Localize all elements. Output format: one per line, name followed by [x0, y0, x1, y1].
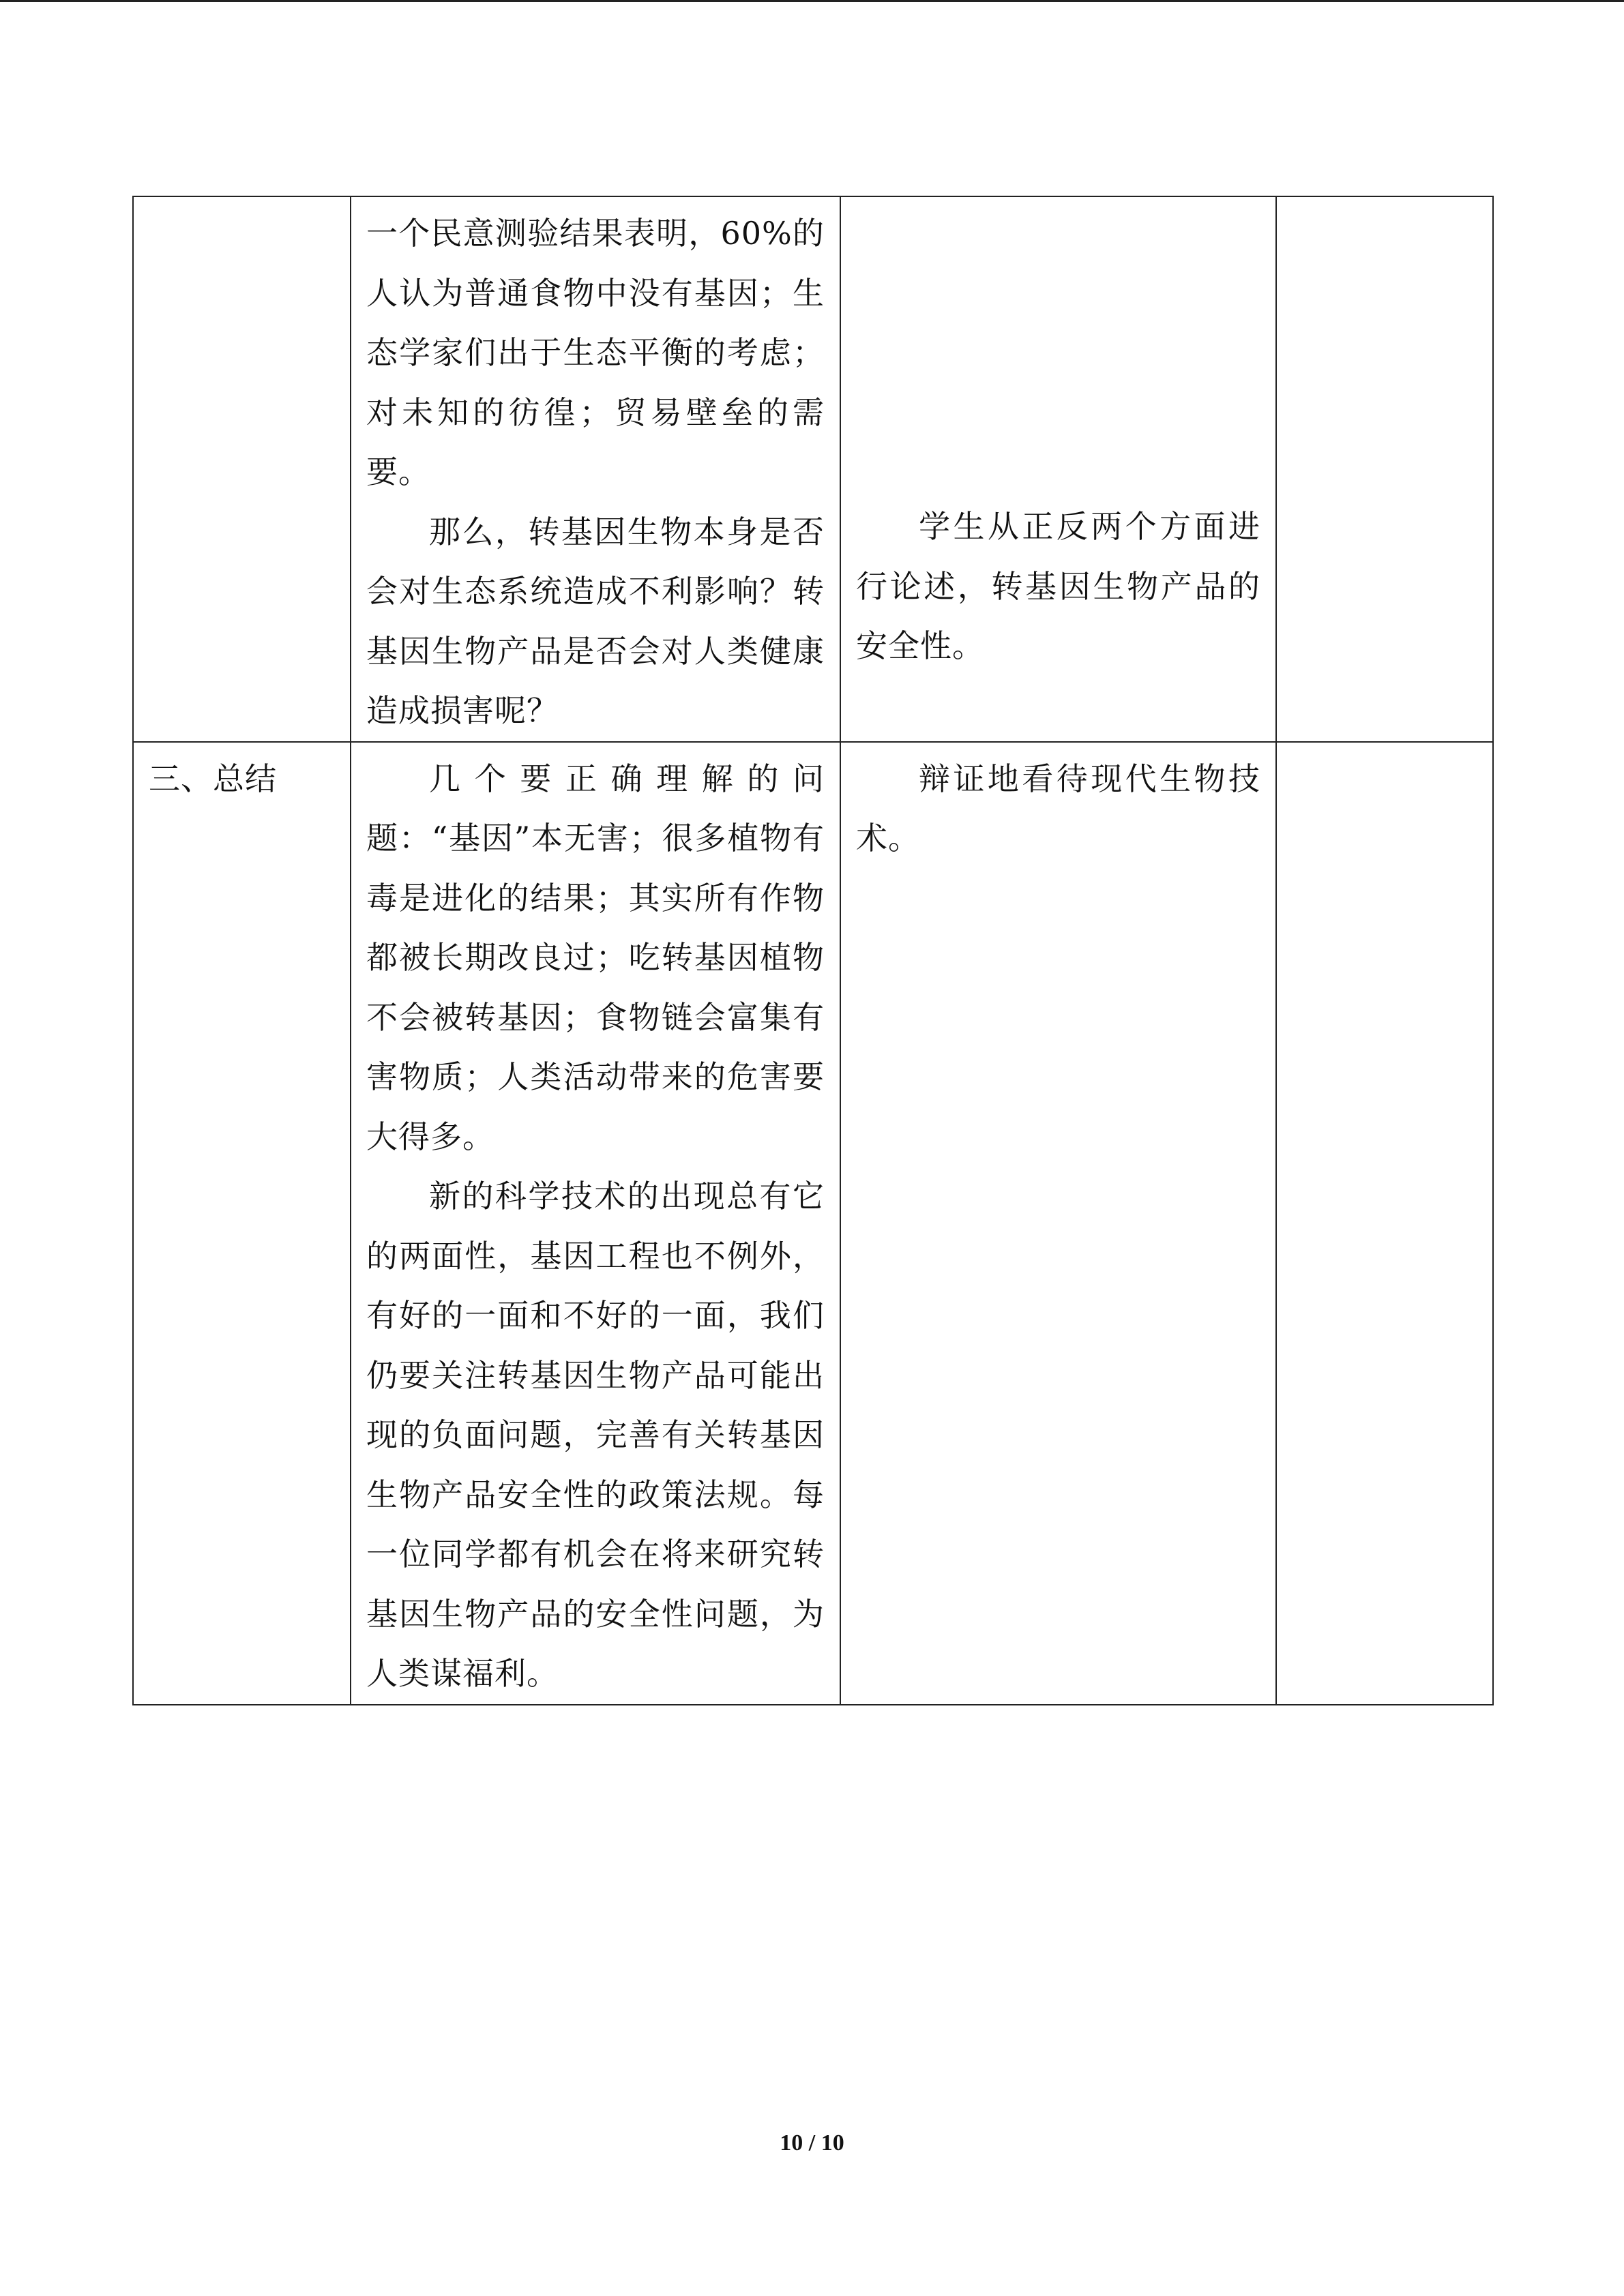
note-cell [1276, 196, 1493, 742]
note-cell [1276, 742, 1493, 1705]
teacher-paragraph: 一个民意测验结果表明，60%的人认为普通食物中没有基因；生态学家们出于生态平衡的考虑；对未知的彷徨；贸易壁垒的需要。 [366, 215, 825, 490]
teacher-paragraph: 新的科学技术的出现总有它的两面性，基因工程也不例外，有好的一面和不好的一面，我们仍要关注转基因生物产品可能出现的负面问题，完善有关转基因生物产品安全性的政策法规。每一位同学都有机会在将来研究转基因生物产品的安全性问题，为人类谋福利。 [366, 1178, 825, 1692]
teacher-activity-cell [351, 742, 840, 1705]
teacher-paragraph: 那么，转基因生物本身是否会对生态系统造成不利影响？转基因生物产品是否会对人类健康造成损害呢？ [366, 513, 825, 729]
table-row [133, 196, 1493, 742]
teacher-paragraph: 几个要正确理解的问题：“基因”本无害；很多植物有毒是进化的结果；其实所有作物都被长期改良过；吃转基因植物不会被转基因；食物链会富集有害物质；人类活动带来的危害要大得多。 [366, 760, 825, 1155]
student-paragraph: 学生从正反两个方面进行论述，转基因生物产品的安全性。 [856, 508, 1260, 664]
student-activity-cell [840, 196, 1276, 742]
page-number: 10 / 10 [780, 2130, 844, 2156]
stage-label: 三、总结 [149, 760, 277, 797]
stage-cell [133, 196, 351, 742]
stage-label [149, 197, 335, 204]
student-activity-cell [840, 742, 1276, 1705]
teacher-activity-cell [351, 196, 840, 742]
stage-cell [133, 742, 351, 1705]
lesson-plan-table [132, 196, 1494, 1705]
page-top-border [0, 0, 1624, 2]
table-row [133, 742, 1493, 1705]
student-paragraph: 辩证地看待现代生物技术。 [856, 760, 1260, 856]
